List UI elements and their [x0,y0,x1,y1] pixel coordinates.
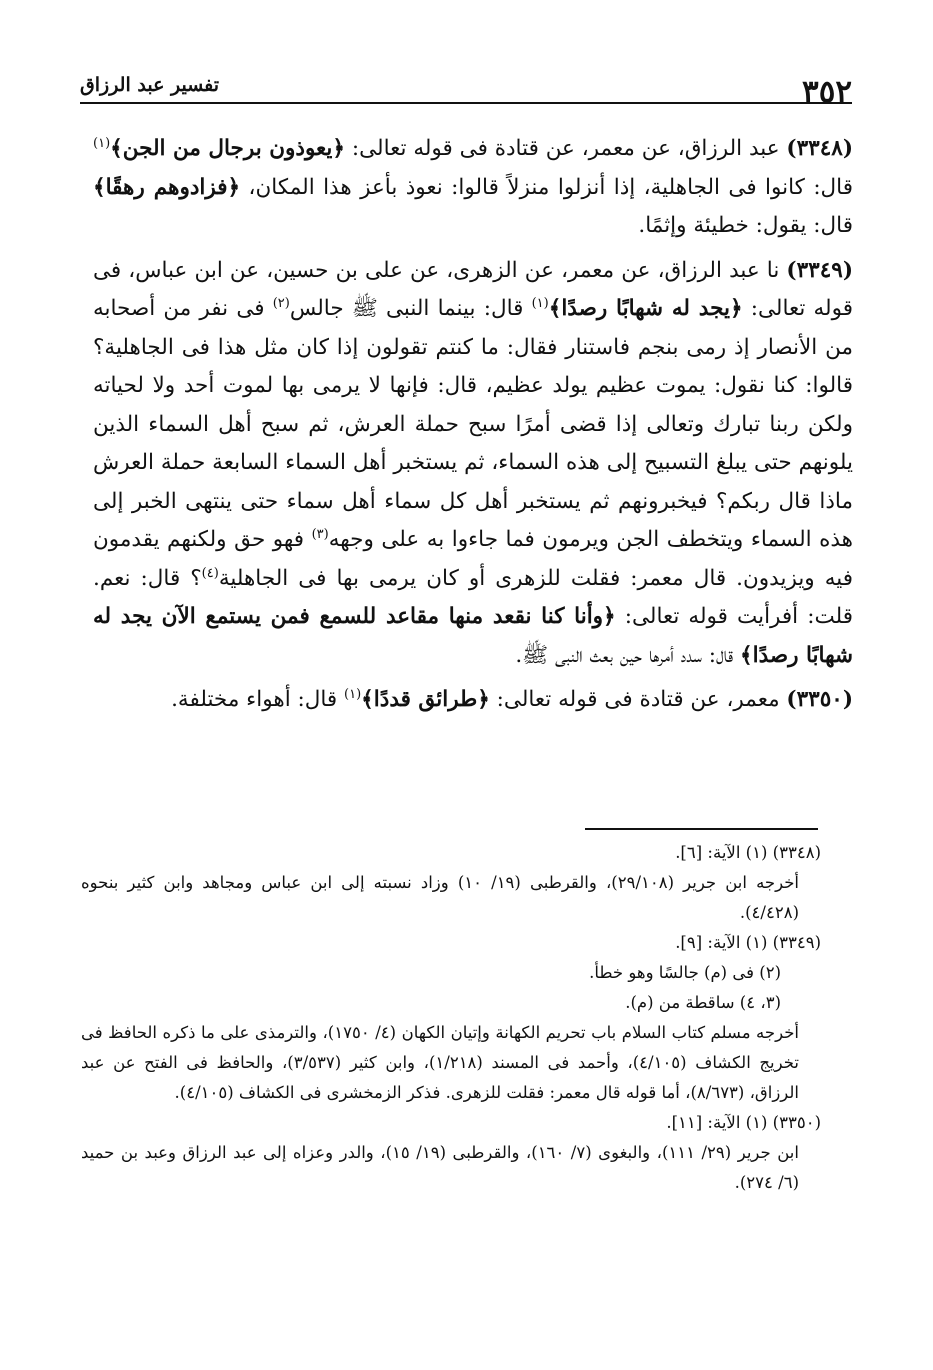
quran-quote: ﴿طرائق قددًا﴾ [361,687,490,712]
hadith-3349 [93,252,853,676]
footnote-3349-2: (٢) فى (م) جالسًا وهو خطأ. [589,963,781,982]
text-segment: عبد الرزاق، عن معمر، عن قتادة فى قوله تعالى: [345,136,787,161]
page-header [80,62,852,110]
footnote-3348-source: أخرجه ابن جرير (٢٩/١٠٨)، والقرطبى (١٩/ ١٠) وزاد نسبته إلى ابن عباس ومجاهد وابن كثير بنحوه (٤/٤٢٨). [81,873,799,922]
text-segment: ؟ قال: نعم. قلت: أفرأيت قوله تعالى: [93,565,853,629]
page-number: ٣٥٢ [802,74,852,110]
footnote-ref: (١) [344,686,362,702]
text-segment: قال: يقول: خطيئة وإثمًا. [638,213,853,238]
footnote-ref: (٤) [201,565,219,581]
text-segment: نا عبد الرزاق، عن معمر، عن الزهرى، عن على بن حسين، عن ابن عباس، فى قوله تعالى: [93,257,853,321]
footnote-3349-1: (٣٣٤٩) (١) الآية: [٩]. [675,933,821,952]
footnote-ref: (١) [93,135,111,151]
running-title: تفسير عبد الرزاق [80,74,220,96]
footnote-ref: (٢) [272,295,290,311]
footnote-3349-source: أخرجه مسلم كتاب السلام باب تحريم الكهانة وإتيان الكهان (٤/ ١٧٥٠)، والترمذى على ما ذكره الحافظ فى تخريج الكشاف (٤/١٠٥)، وأحمد فى المسند (١/٢١٨)، وابن كثير (٣/٥٣٧)، والحافظ فى الفتح عن عبد الرزاق، (٨/٦٧٣)، أما قوله قال معمر: فقلت للزهرى. فذكر الزمخشرى فى الكشاف (٤/١٠٥). [81,1023,799,1102]
text-segment: قال: كانوا فى الجاهلية، إذا أنزلوا منزلاً قالوا: نعوذ بأعز هذا المكان، [240,174,854,200]
text-segment: قال: سدد أمرها حين بعث النبى ﷺ. [515,642,740,668]
quran-quote: ﴿فزادوهم رهقًا﴾ [93,174,241,200]
text-segment: فى نفر من أصحابه من الأنصار إذ رمى بنجم فاستنار فقال: ما كنتم تقولون إذا كان مثل هذا فى الجاهلية؟ قالوا: كنا نقول: يموت عظيم يولد عظيم، قال: فإنها لا يرمى بها لموت أحد ولا لحياته ولكن ربنا تبارك وتعالى إذا قضى أمرًا سبح حملة العرش، ثم سبح أهل السماء الذين يلونهم حتى يبلغ التسبيح إلى هذه السماء، ثم يستخبر أهل السماء السابعة حملة العرش ماذا قال ربكم؟ فيخبرونهم ثم يستخبر أهل كل سماء أهل سماء حتى ينتهى الخبر إلى هذه السماء ويتخطف الجن ويرمون فما جاءوا به على وجهه [93,296,853,552]
footnote-3348-1: (٣٣٤٨) (١) الآية: [٦]. [675,843,821,862]
hadith-3350 [93,681,853,720]
main-text [93,130,853,726]
footnote-separator [585,828,818,830]
hadith-number: (٣٣٥٠) [786,687,853,712]
text-segment: فهو حق ولكنهم يقدمون فيه ويزيدون. قال معمر: فقلت للزهرى أو كان يرمى بها فى الجاهلية [93,527,853,591]
text-segment: معمر، عن قتادة فى قوله تعالى: [489,687,787,712]
footnote-3350-source: ابن جرير (٢٩/ ١١١)، والبغوى (٧/ ١٦٠)، والقرطبى (١٩/ ١٥)، والدر وعزاه إلى عبد الرزاق وعبد بن حميد (٦/ ٢٧٤). [81,1143,799,1192]
footnote-3350-1: (٣٣٥٠) (١) الآية: [١١]. [666,1113,821,1132]
footnote-ref: (١) [531,295,549,311]
hadith-3348 [93,130,853,246]
footnotes [81,838,821,1198]
hadith-number: (٣٣٤٨) [786,136,853,161]
hadith-number: (٣٣٤٩) [786,257,853,283]
text-segment: قال: أهواء مختلفة. [171,687,345,712]
footnote-3349-3-4: (٣، ٤) ساقطة من (م). [625,993,781,1012]
quran-quote: ﴿وأنا كنا نقعد منها مقاعد للسمع فمن يستمع الآن يجد له شهابًا رصدًا﴾ [93,604,853,668]
text-segment: قال: بينما النبى ﷺ جالس [289,296,532,321]
footnote-ref: (٣) [311,526,329,542]
quran-quote: ﴿يجد له شهابًا رصدًا﴾ [548,296,743,321]
quran-quote: ﴿يعوذون برجال من الجن﴾ [110,136,346,161]
